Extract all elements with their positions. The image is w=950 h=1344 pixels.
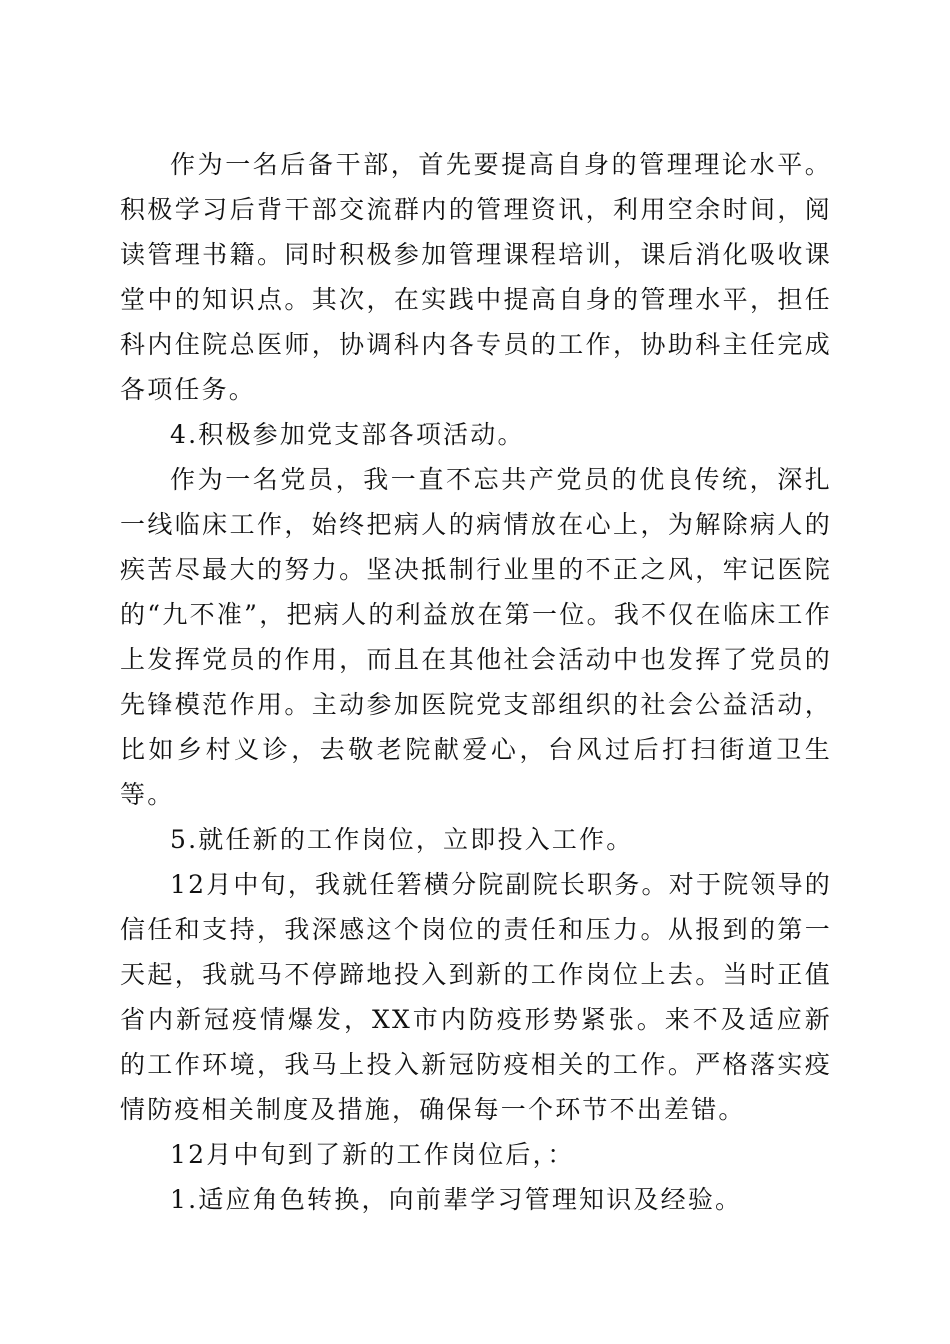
paragraph-party-member: 作为一名党员，我一直不忘共产党员的优良传统，深扎一线临床工作，始终把病人的病情放在心上，为解除病人的疾苦尽最大的努力。坚决抵制行业里的不正之风，牢记医院的“九不准”，把病人的利益放在第一位。我不仅在临床工作上发挥党员的作用，而且在其他社会活动中也发挥了党员的先锋模范作用。主动参加医院党支部组织的社会公益活动，比如乡村义诊，去敬老院献爱心，台风过后打扫街道卫生等。: [120, 465, 832, 809]
heading-party-activities: 4.积极参加党支部各项活动。: [170, 420, 525, 449]
heading-role-transition: 1.适应角色转换，向前辈学习管理知识及经验。: [170, 1185, 743, 1214]
paragraph-after-new-position: 12月中旬到了新的工作岗位后，：: [170, 1140, 575, 1169]
heading-new-position: 5.就任新的工作岗位，立即投入工作。: [170, 825, 634, 854]
paragraph-new-position: 12月中旬，我就任箬横分院副院长职务。对于院领导的信任和支持，我深感这个岗位的责任和压力。从报到的第一天起，我就马不停蹄地投入到新的工作岗位上去。当时正值省内新冠疫情爆发，XX市内防疫形势紧张。来不及适应新的工作环境，我马上投入新冠防疫相关的工作。严格落实疫情防疫相关制度及措施，确保每一个环节不出差错。: [120, 870, 832, 1124]
document-body: [120, 142, 832, 1222]
paragraph-management-study: 作为一名后备干部，首先要提高自身的管理理论水平。积极学习后背干部交流群内的管理资讯，利用空余时间，阅读管理书籍。同时积极参加管理课程培训，课后消化吸收课堂中的知识点。其次，在实践中提高自身的管理水平，担任科内住院总医师，协调科内各专员的工作，协助科主任完成各项任务。: [120, 150, 832, 404]
